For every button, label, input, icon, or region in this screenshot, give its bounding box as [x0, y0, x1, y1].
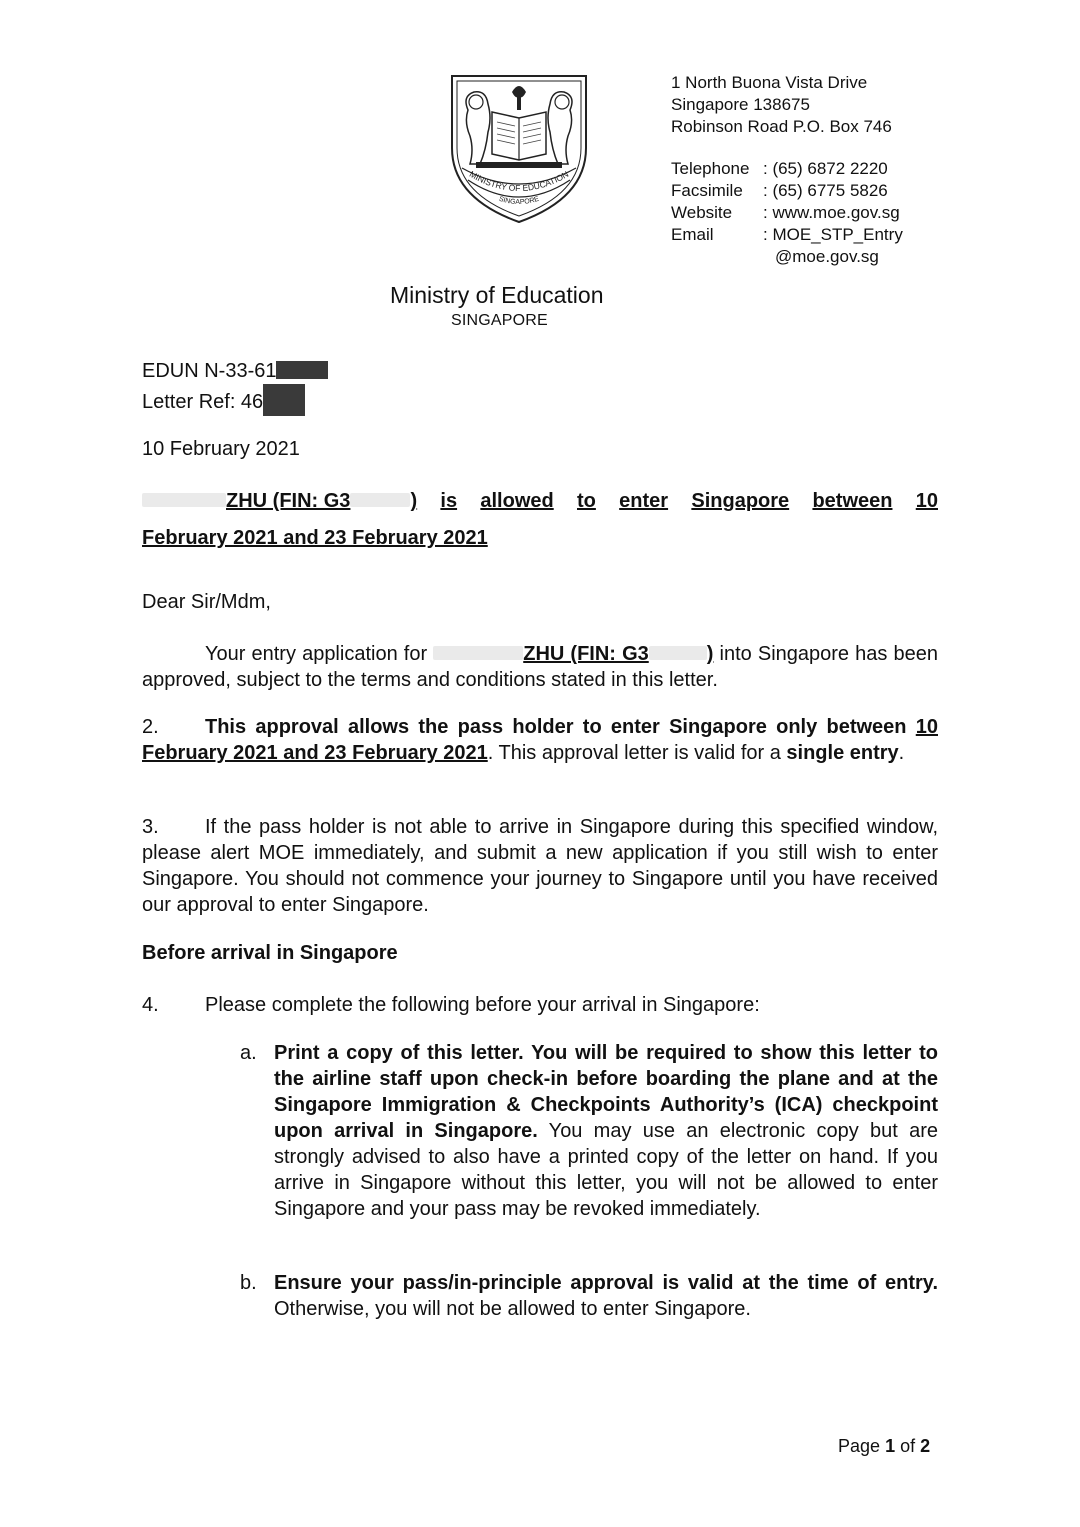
contact-label: Email — [671, 225, 714, 244]
paragraph-number: 2. — [142, 716, 159, 738]
entry-window: 10 February 2021 and 23 February 2021 — [142, 716, 938, 764]
list-item-a — [240, 1040, 938, 1222]
contact-value: : (65) 6775 5826 — [763, 181, 888, 200]
crest-motto-text: MINISTRY OF EDUCATION — [467, 168, 571, 194]
contact-value: : MOE_STP_Entry — [763, 225, 903, 244]
address-line: Robinson Road P.O. Box 746 — [671, 117, 892, 136]
contact-label: Website — [671, 203, 733, 222]
contact-label — [671, 246, 763, 268]
redaction — [350, 493, 410, 507]
list-item-text: Ensure your pass/in-principle approval is valid at the time of entry. Otherwise, you will not be allowed to enter Singapore. — [274, 1272, 938, 1320]
ministry-title: Ministry of Education — [390, 282, 604, 308]
paragraph-number: 4. — [142, 994, 159, 1016]
address-block — [671, 72, 892, 138]
subject-line-1 — [142, 488, 938, 514]
ministry-country: SINGAPORE — [451, 312, 548, 329]
edun-ref-text: EDUN N-33-61 — [142, 360, 277, 382]
address-line: 1 North Buona Vista Drive — [671, 73, 868, 92]
subject-word: Singapore — [691, 490, 790, 512]
subject-word: enter — [619, 490, 669, 512]
subject-line-2: February 2021 and 23 February 2021 — [142, 527, 488, 549]
paragraph-1: Your entry application for ZHU (FIN: G3 ) into Singapore has been approved, subject to the terms and conditions stated in this letter. — [142, 643, 938, 691]
contact-block — [671, 158, 903, 268]
subject-line — [142, 488, 938, 551]
crest-country-text: SINGAPORE — [498, 195, 540, 207]
contact-value: : (65) 6872 2220 — [763, 159, 888, 178]
reference-block — [142, 358, 328, 416]
subject-word: to — [577, 490, 596, 512]
address-line: Singapore 138675 — [671, 95, 810, 114]
contact-row-facsimile — [671, 180, 903, 202]
list-item-letter: a. — [240, 1042, 257, 1064]
applicant-name: ZHU (FIN: G3 — [523, 643, 649, 665]
list-item-text: Print a copy of this letter. You will be required to show this letter to the airline staff upon check-in before boarding the plane and at the Singapore Immigration & Checkpoints Authority’s (ICA) checkpoint upon arrival in Singapore. You may use an electronic copy but are strongly advised to also have a printed copy of the letter on hand. If you arrive in Singapore without this letter, you will not be allowed to enter Singapore and your pass may be revoked immediately. — [274, 1042, 938, 1220]
page-number: Page 1 of 2 — [838, 1436, 931, 1456]
paragraph-2: 2. This approval allows the pass holder to enter Singapore only between 10 February 2021 and 23 February 2021. This approval letter is valid for a single entry. — [142, 716, 938, 764]
letter-ref-text: Letter Ref: 46 — [142, 391, 264, 413]
contact-row-telephone — [671, 158, 903, 180]
redaction — [263, 384, 305, 416]
paragraph-3: 3. If the pass holder is not able to arrive in Singapore during this specified window, please alert MOE immediately, and submit a new application if you still wish to enter Singapore. You should not commence your journey to Singapore until you have received our approval to enter Singapore. — [142, 816, 938, 916]
subject-word: is — [440, 490, 458, 512]
section-heading: Before arrival in Singapore — [142, 942, 398, 964]
list-item-letter: b. — [240, 1272, 257, 1294]
subject-name: ZHU (FIN: G3 ) — [142, 488, 417, 514]
salutation: Dear Sir/Mdm, — [142, 591, 271, 613]
letter-date: 10 February 2021 — [142, 438, 300, 460]
contact-row-website — [671, 202, 903, 224]
subject-word: 10 — [915, 490, 938, 512]
letter-ref — [142, 384, 328, 416]
contact-row-email-cont — [671, 246, 903, 268]
list-item-b — [240, 1270, 938, 1322]
contact-value: @moe.gov.sg — [775, 247, 879, 266]
paragraph-number: 3. — [142, 816, 159, 838]
paragraph-4: 4. Please complete the following before your arrival in Singapore: — [142, 994, 760, 1016]
contact-label: Telephone — [671, 159, 750, 178]
redaction — [433, 646, 523, 660]
redaction — [142, 493, 226, 507]
contact-row-email — [671, 224, 903, 246]
redaction — [276, 361, 328, 379]
redaction — [649, 646, 707, 660]
contact-value: : www.moe.gov.sg — [763, 203, 900, 222]
subject-word: allowed — [480, 490, 554, 512]
subject-word: between — [812, 490, 893, 512]
ministry-crest-logo — [448, 70, 590, 226]
contact-label: Facsimile — [671, 181, 743, 200]
edun-ref — [142, 358, 328, 384]
